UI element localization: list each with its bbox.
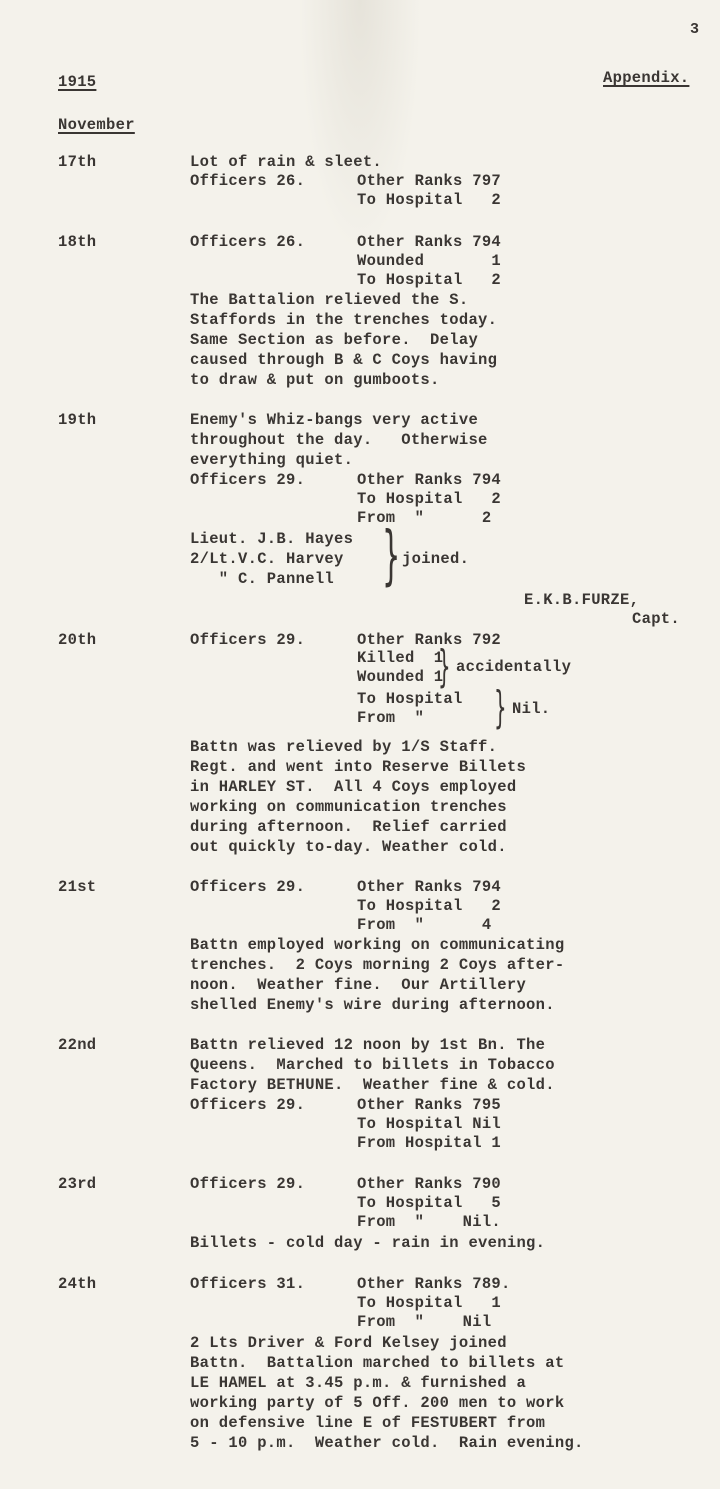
entry-date: 21st xyxy=(58,878,97,896)
narrative-line: on defensive line E of FESTUBERT from xyxy=(190,1414,546,1432)
narrative-line: Battn employed working on communicating xyxy=(190,936,565,954)
entry-text: Enemy's Whiz-bangs very active xyxy=(190,411,479,429)
narrative-line: working party of 5 Off. 200 men to work xyxy=(190,1394,565,1412)
narrative-line: noon. Weather fine. Our Artillery xyxy=(190,976,527,994)
narrative-line: Staffords in the trenches today. xyxy=(190,311,498,329)
hospital-line: To Hospital xyxy=(357,690,463,708)
stat-line: To Hospital 2 xyxy=(357,271,502,289)
stat-line: From " 4 xyxy=(357,916,492,934)
brace-symbol: } xyxy=(494,682,507,733)
stat-line: Wounded 1 xyxy=(357,252,502,270)
signature-rank: Capt. xyxy=(632,610,681,628)
entry-text: Lot of rain & sleet. xyxy=(190,153,383,171)
officers-count: Officers 29. xyxy=(190,1175,306,1193)
stat-line: From " Nil. xyxy=(357,1213,502,1231)
entry-text: Factory BETHUNE. Weather fine & cold. xyxy=(190,1076,555,1094)
casualty-line: Killed 1 xyxy=(357,649,444,667)
month-heading: November xyxy=(58,116,135,134)
officers-count: Officers 29. xyxy=(190,1096,306,1114)
stat-line: To Hospital 2 xyxy=(357,897,502,915)
entry-date: 22nd xyxy=(58,1036,97,1054)
entry-date: 23rd xyxy=(58,1175,97,1193)
other-ranks-count: Other Ranks 797 xyxy=(357,172,502,190)
signature-name: E.K.B.FURZE, xyxy=(524,591,640,609)
narrative-line: caused through B & C Coys having xyxy=(190,351,498,369)
stat-line: To Hospital 2 xyxy=(357,191,502,209)
officers-count: Officers 26. xyxy=(190,233,306,251)
entry-date: 20th xyxy=(58,631,97,649)
stat-line: To Hospital Nil xyxy=(357,1115,502,1133)
joined-officer-name: Lieut. J.B. Hayes xyxy=(190,530,354,548)
entry-date: 18th xyxy=(58,233,97,251)
other-ranks-count: Other Ranks 792 xyxy=(357,631,502,649)
narrative-line: during afternoon. Relief carried xyxy=(190,818,507,836)
narrative-line: out quickly to-day. Weather cold. xyxy=(190,838,507,856)
entry-text: Queens. Marched to billets in Tobacco xyxy=(190,1056,555,1074)
other-ranks-count: Other Ranks 794 xyxy=(357,233,502,251)
entry-date: 17th xyxy=(58,153,97,171)
entry-text: everything quiet. xyxy=(190,451,354,469)
entry-text: throughout the day. Otherwise xyxy=(190,431,488,449)
joined-officer-name: " C. Pannell xyxy=(190,570,344,588)
page-number: 3 xyxy=(690,21,700,38)
narrative-line: Regt. and went into Reserve Billets xyxy=(190,758,527,776)
other-ranks-count: Other Ranks 794 xyxy=(357,471,502,489)
stat-line: From " 2 xyxy=(357,509,492,527)
narrative-line: 2 Lts Driver & Ford Kelsey joined xyxy=(190,1334,507,1352)
casualty-line: Wounded 1 xyxy=(357,668,444,686)
narrative-line: The Battalion relieved the S. xyxy=(190,291,469,309)
narrative-line: to draw & put on gumboots. xyxy=(190,371,440,389)
narrative-line: Battn. Battalion marched to billets at xyxy=(190,1354,565,1372)
year-heading: 1915 xyxy=(58,73,97,91)
officers-count: Officers 29. xyxy=(190,878,306,896)
narrative-line: Same Section as before. Delay xyxy=(190,331,479,349)
other-ranks-count: Other Ranks 790 xyxy=(357,1175,502,1193)
brace-symbol: } xyxy=(438,641,451,692)
joined-officer-name: 2/Lt.V.C. Harvey xyxy=(190,550,354,568)
entry-date: 19th xyxy=(58,411,97,429)
other-ranks-count: Other Ranks 795 xyxy=(357,1096,502,1114)
narrative-line: Billets - cold day - rain in evening. xyxy=(190,1234,546,1252)
casualty-note: accidentally xyxy=(456,658,572,676)
appendix-label: Appendix. xyxy=(603,69,690,87)
narrative-line: LE HAMEL at 3.45 p.m. & furnished a xyxy=(190,1374,527,1392)
hospital-line: From " xyxy=(357,709,425,727)
brace-symbol: } xyxy=(382,519,401,593)
officers-count: Officers 31. xyxy=(190,1275,306,1293)
stat-line: To Hospital 1 xyxy=(357,1294,502,1312)
narrative-line: shelled Enemy's wire during afternoon. xyxy=(190,996,555,1014)
officers-count: Officers 29. xyxy=(190,631,306,649)
joined-label: joined. xyxy=(402,550,470,568)
other-ranks-count: Other Ranks 794 xyxy=(357,878,502,896)
narrative-line: trenches. 2 Coys morning 2 Coys after- xyxy=(190,956,565,974)
entry-text: Battn relieved 12 noon by 1st Bn. The xyxy=(190,1036,546,1054)
narrative-line: Battn was relieved by 1/S Staff. xyxy=(190,738,498,756)
narrative-line: working on communication trenches xyxy=(190,798,507,816)
stat-line: To Hospital 2 xyxy=(357,490,502,508)
hospital-value: Nil. xyxy=(512,700,551,718)
stat-line: To Hospital 5 xyxy=(357,1194,502,1212)
narrative-line: in HARLEY ST. All 4 Coys employed xyxy=(190,778,517,796)
stat-line: From Hospital 1 xyxy=(357,1134,502,1152)
stat-line: From " Nil xyxy=(357,1313,492,1331)
other-ranks-count: Other Ranks 789. xyxy=(357,1275,511,1293)
entry-date: 24th xyxy=(58,1275,97,1293)
narrative-line: 5 - 10 p.m. Weather cold. Rain evening. xyxy=(190,1434,584,1452)
officers-count: Officers 26. xyxy=(190,172,306,190)
officers-count: Officers 29. xyxy=(190,471,306,489)
